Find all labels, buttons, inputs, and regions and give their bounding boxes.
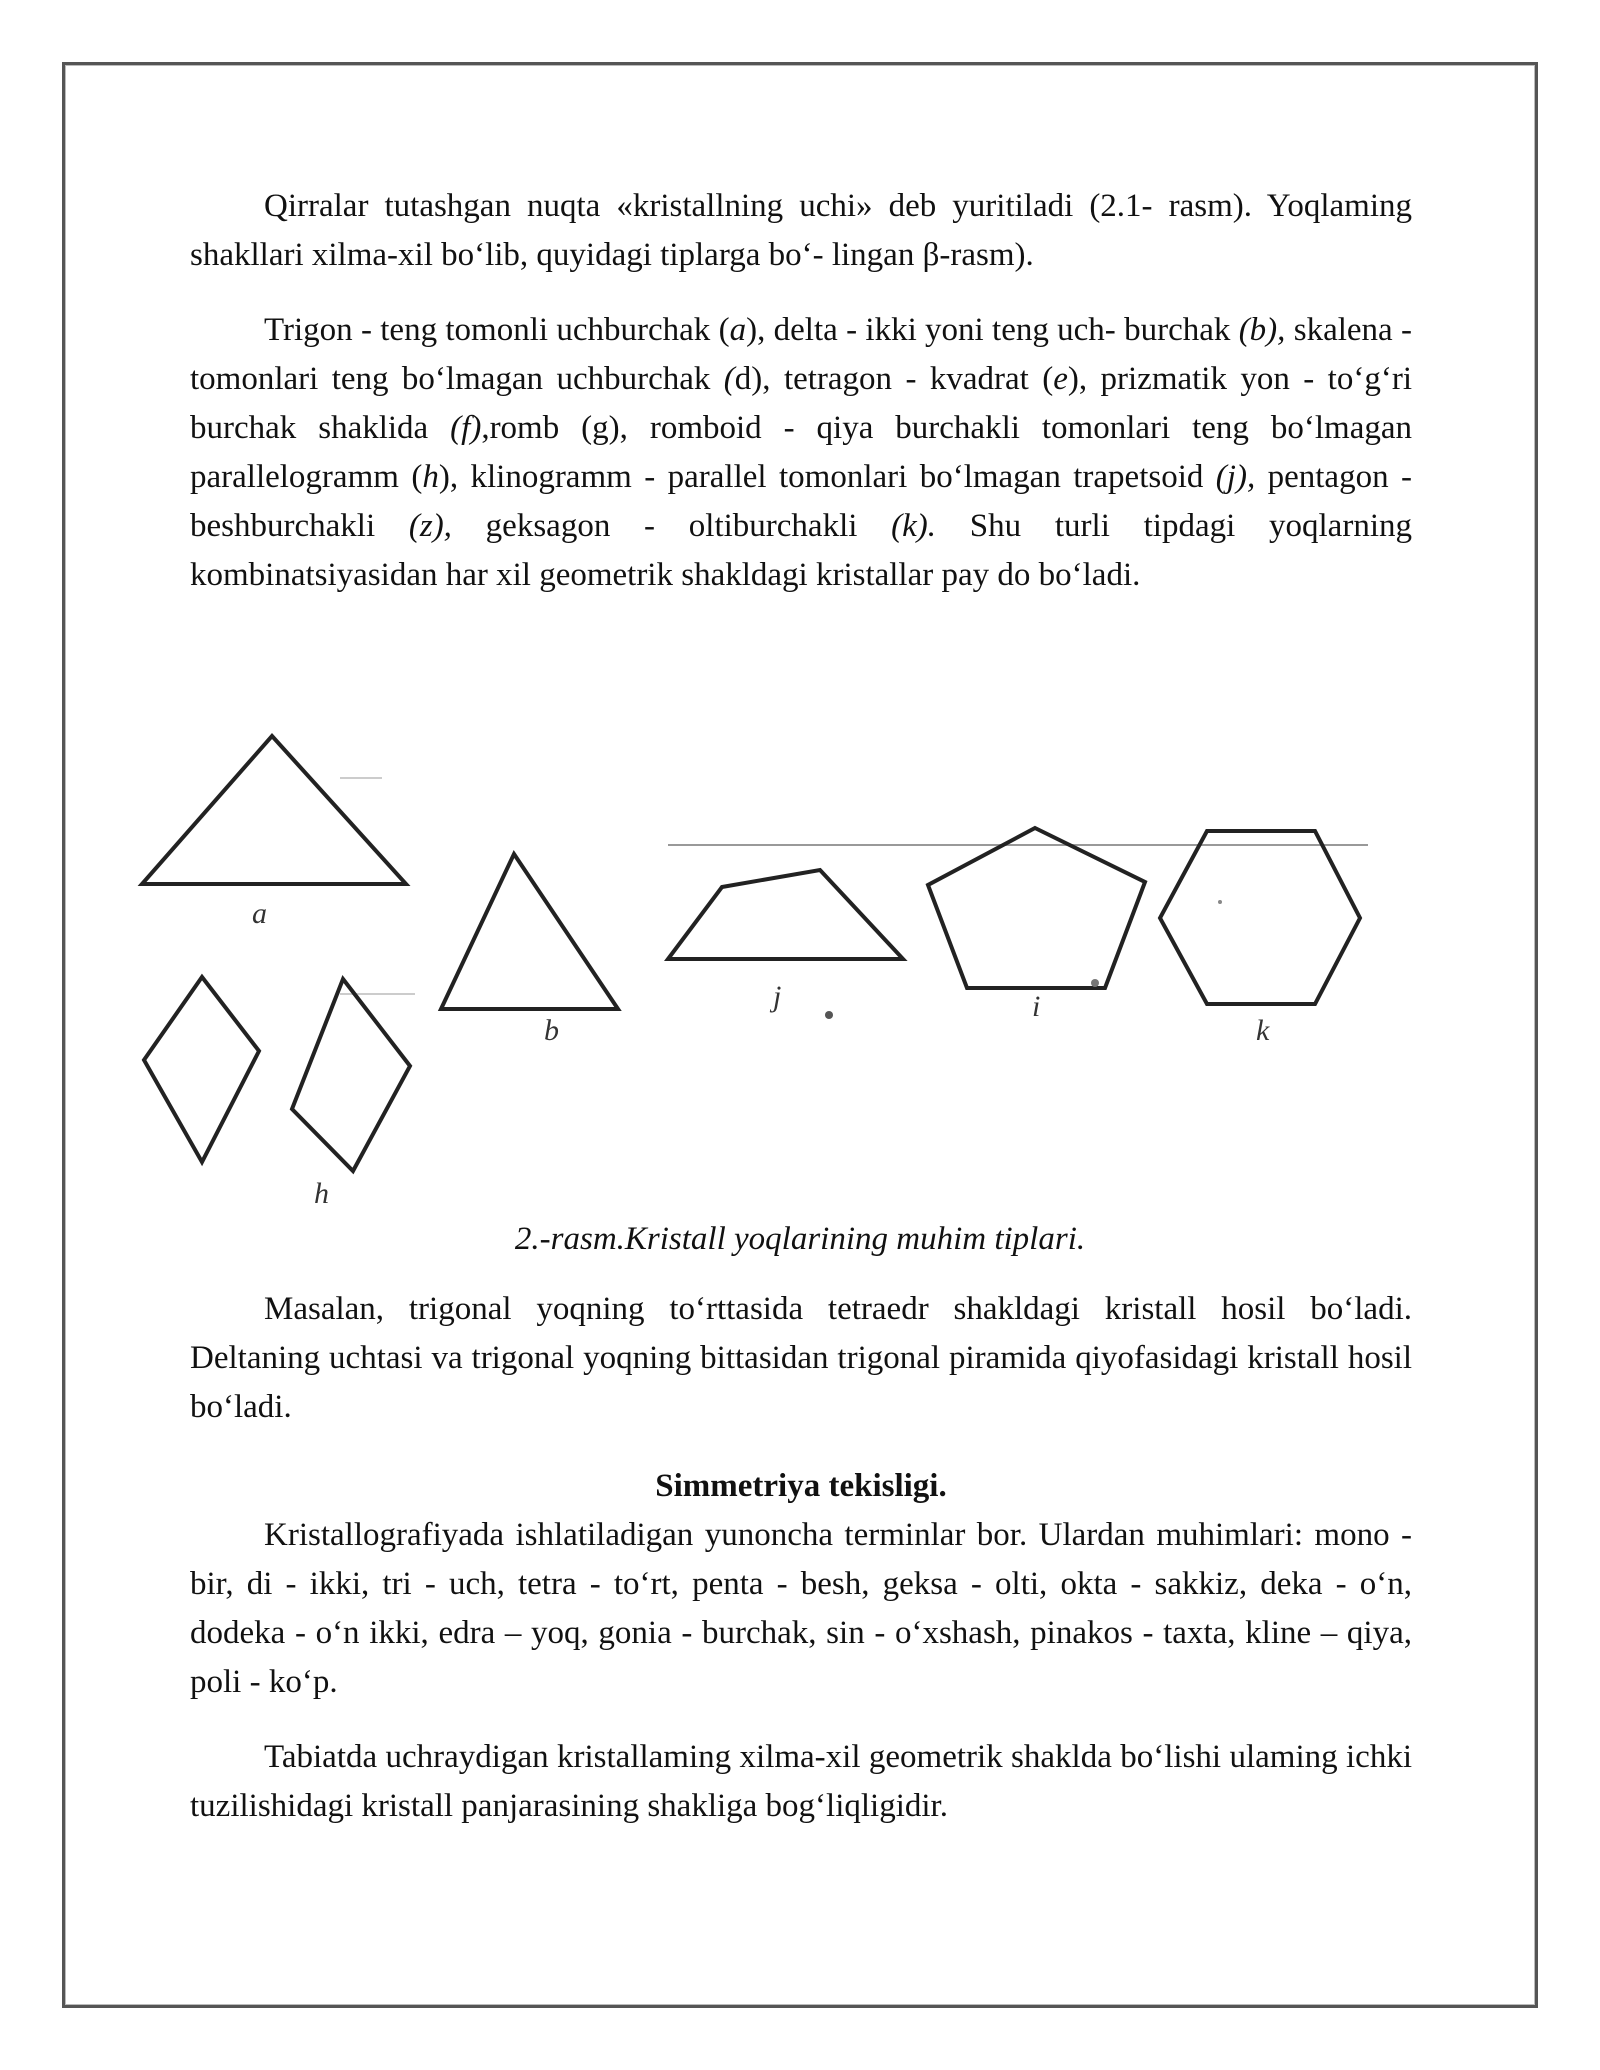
text-run: d), tetragon - kvadrat ( xyxy=(734,361,1054,397)
trigon-shape xyxy=(142,736,406,884)
text-run: Trigon - teng tomonli uchburchak ( xyxy=(264,312,730,348)
scan-speck xyxy=(1091,979,1099,987)
label-k: k xyxy=(1256,1014,1270,1047)
label-a: a xyxy=(252,897,267,930)
lower-text xyxy=(190,1285,1412,1831)
text-run: geksagon - oltiburchakli xyxy=(451,508,892,544)
hexagon-shape xyxy=(1160,831,1360,1004)
text-run: ), klinogramm - parallel tomonlari bo‘lmagan trapetsoid xyxy=(438,459,1216,495)
text-run-italic: (k). xyxy=(891,508,937,544)
pentagon-shape xyxy=(928,828,1145,988)
paragraph-5: Tabiatda uchraydigan kristallaming xilma-xil geometrik shaklda bo‘lishi ulaming ichki tuzilishidagi kristall panjarasining shakliga bog‘liqligidir. xyxy=(190,1739,1412,1824)
figure-caption: 2.-rasm.Kristall yoqlarining muhim tiplari. xyxy=(514,1221,1086,1257)
text-run-italic: (j), xyxy=(1215,459,1256,495)
paragraph-3: Masalan, trigonal yoqning to‘rttasida tetraedr shakldagi kristall hosil bo‘ladi. Deltaning uchtasi va trigonal yoqning bittasidan trigonal piramida qiyofasidagi kristall hosil bo‘ladi. xyxy=(190,1291,1412,1425)
text-run: pentagon - beshburchakli xyxy=(190,459,1412,544)
romboid-shape xyxy=(292,979,410,1171)
text-run-italic: ( xyxy=(723,361,735,397)
label-i: i xyxy=(1032,990,1041,1023)
delta-shape xyxy=(441,854,618,1009)
paragraph-4: Kristallografiyada ishlatiladigan yunoncha terminlar bor. Ulardan muhimlari: mono - bir, di - ikki, tri - uch, tetra - to‘rt, penta - besh, geksa - olti, okta - sakkiz, deka - o‘n, dodeka - o‘n ikki, edra – yoq, gonia - burchak, sin - o‘xshash, pinakos - taxta, kline – qiya, poli - ko‘p. xyxy=(190,1517,1412,1700)
text-run-italic: h xyxy=(422,459,439,495)
scan-speck xyxy=(1218,900,1222,904)
trapezoid-shape xyxy=(668,870,903,959)
scan-speck xyxy=(825,1011,833,1019)
text-run-italic: e xyxy=(1053,361,1068,397)
section-heading: Simmetriya tekisligi. xyxy=(655,1468,947,1504)
text-run-italic: a xyxy=(729,312,747,348)
text-run-italic: (z), xyxy=(408,508,452,544)
paragraph-1: Qirralar tutashgan nuqta «kristallning uchi» deb yuritiladi (2.1- rasm). Yoqlaming shakllari xilma-xil bo‘lib, quyidagi tiplarga bo‘- lingan β-rasm). xyxy=(190,188,1412,273)
label-b: b xyxy=(544,1014,559,1047)
text-run-italic: (f) xyxy=(450,410,482,446)
text-run: skalena - tomonlari teng bo‘lmagan uchburchak xyxy=(190,312,1412,397)
text-run: ), delta - ikki yoni teng uch- burchak xyxy=(746,312,1239,348)
text-run: Shu turli tipdagi yoqlarning kombinatsiyasidan har xil geometrik shakldagi kristallar pay do bo‘ladi. xyxy=(190,508,1412,593)
crystal-faces-figure xyxy=(135,720,1375,1240)
text-run-italic: (b), xyxy=(1238,312,1286,348)
paragraph-2 xyxy=(190,306,1412,600)
text-run: ,romb (g), romboid - qiya burchakli tomonlari teng bo‘lmagan parallelogramm ( xyxy=(190,410,1412,495)
upper-text xyxy=(190,182,1412,600)
rhomb-shape xyxy=(144,977,259,1162)
text-run: ), prizmatik yon - to‘g‘ri burchak shaklida xyxy=(190,361,1412,446)
label-h: h xyxy=(314,1177,329,1210)
label-j: j xyxy=(773,980,782,1013)
